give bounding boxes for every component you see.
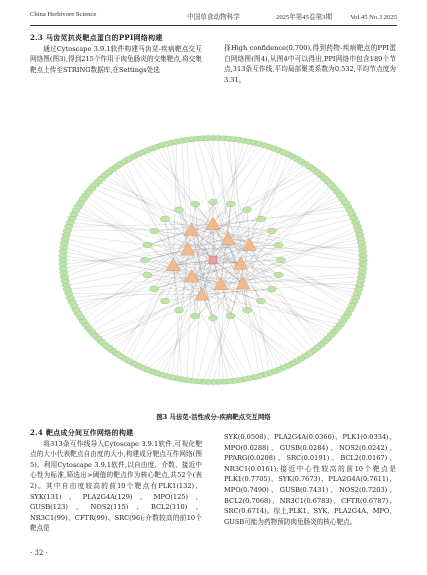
target-node (191, 313, 200, 319)
issue-en: Vol.45 No.3 2025 (350, 14, 397, 21)
target-node (150, 228, 159, 234)
compound-node (195, 288, 209, 301)
target-node (242, 207, 251, 213)
network-edge (202, 295, 301, 359)
network-edge (173, 142, 176, 265)
network-edge (89, 192, 188, 250)
target-node (140, 257, 149, 263)
section-2-3-para-right: 择High confidence(0.700),得到药物-疾病靶点的PPI蛋白网络图(图4),从图4中可以得出,PPI网络中包含189个节点,313条互作线,平均局部聚类系数为0.532,平均节点度为3.31。 (224, 44, 396, 84)
target-node (242, 307, 251, 313)
target-node (191, 201, 200, 207)
disease-node (209, 256, 217, 264)
section-2-4-para-left: 将313条互作线导入Cytoscape 3.9.1软件,可视化靶点的大小代表靶点自由度的大小,构建成分靶点互作网络(图5)。利用Cytoscape 3.9.1软件,以自由度、介数、接近中心性为标准,筛选出>阈值的靶点作为核心靶点,共52个(表2)。其中自由度较高的前10个靶点有PLK1(132)、SYK(131)、PLA2G4A(129)、MPO(125)、GUSB(123)、NOS2(115)、BCL2(110)、NR3C1(99)、CFTR(99)、SRC(96);介数较高的前10个靶点是 (30, 439, 202, 533)
network-edge (147, 284, 243, 370)
section-2-3-para-left: 通过Cytoscape 3.9.1软件构建马齿苋-疾病靶点交互网络图(图3),得到215个作用于肉兔肠炎的交集靶点,将交集靶点上传至STRING数据库,在Settings处选 (30, 44, 202, 74)
target-node (150, 286, 159, 292)
network-edge (192, 139, 213, 224)
network-edge (221, 284, 254, 377)
network-edge (154, 224, 213, 231)
issue-cn: 2025年第45卷第3期 (276, 14, 333, 21)
target-node (274, 272, 283, 278)
figure-3-caption: 图3 马齿苋-活性成分-疾病靶点交互网络 (156, 413, 271, 421)
target-node (276, 257, 285, 263)
network-edge (143, 284, 221, 368)
issue-info (276, 11, 397, 21)
target-node (160, 216, 169, 222)
network-edge (241, 264, 348, 314)
network-edge (213, 224, 272, 231)
target-node (226, 313, 235, 319)
target-node (204, 135, 212, 140)
target-node (174, 307, 183, 313)
network-edge (81, 224, 213, 317)
target-node (256, 216, 265, 222)
target-node (143, 242, 152, 248)
network-edge (67, 277, 191, 290)
left-column-top (30, 33, 202, 75)
target-node (208, 315, 217, 321)
network-edge (202, 141, 244, 295)
figure-3-network (30, 110, 397, 410)
page-number: · 32 · (30, 549, 48, 557)
network-edge (213, 210, 350, 224)
target-node (267, 286, 276, 292)
target-node (174, 207, 183, 213)
network-edge (228, 214, 352, 239)
target-node (256, 298, 265, 304)
target-node (274, 242, 283, 248)
right-column-bottom (224, 432, 396, 527)
network-edge (69, 294, 202, 295)
network-edge (66, 265, 173, 285)
network-edge (218, 138, 228, 239)
right-column-top (224, 43, 396, 85)
target-node (160, 298, 169, 304)
target-node (267, 228, 276, 234)
network-edge (125, 161, 174, 265)
running-header (30, 9, 397, 23)
header-rule (30, 25, 397, 26)
network-edge (191, 145, 264, 229)
target-node (226, 201, 235, 207)
network-edge (241, 182, 328, 264)
target-node (208, 199, 217, 205)
network-edge (213, 147, 269, 224)
section-2-3-title: 2.3 马齿苋抗炎靶点蛋白的PPI网络构建 (30, 33, 163, 42)
left-column-bottom (30, 428, 202, 534)
journal-name-en: China Herbivore Science (30, 11, 97, 18)
section-2-4-para-right: SYK(0.0508)、PLA2G4A(0.0366)、PLK1(0.0334)、MPO(0.0288)、GUSB(0.0284)、NOS2(0.0242)、PPARG(0.0208)、SRC(0.0191)、BCL2(0.0167)、NR3C1(0.0161);接近中心性较高的前10个靶点是PLK1(0.7705)、SYK(0.7673)、PLA2G4A(0.7611)、MPO(0.7490)、GUSB(0.7431)、NOS2(0.7203)、BCL2(0.7068)、NR3C1(0.6783)、CFTR(0.6787)、SRC(0.6714)。综上,PLK1、SYK、PLA2G4A、MPO、GUSB可能为药物预防肉兔肠炎的核心靶点。 (224, 433, 396, 526)
journal-name-cn: 中国草食动物科学 (187, 13, 240, 21)
network-edge (89, 265, 174, 328)
network-edge (221, 284, 305, 356)
target-node (143, 272, 152, 278)
section-2-4-title: 2.4 靶点成分间互作网络的构建 (30, 428, 134, 437)
